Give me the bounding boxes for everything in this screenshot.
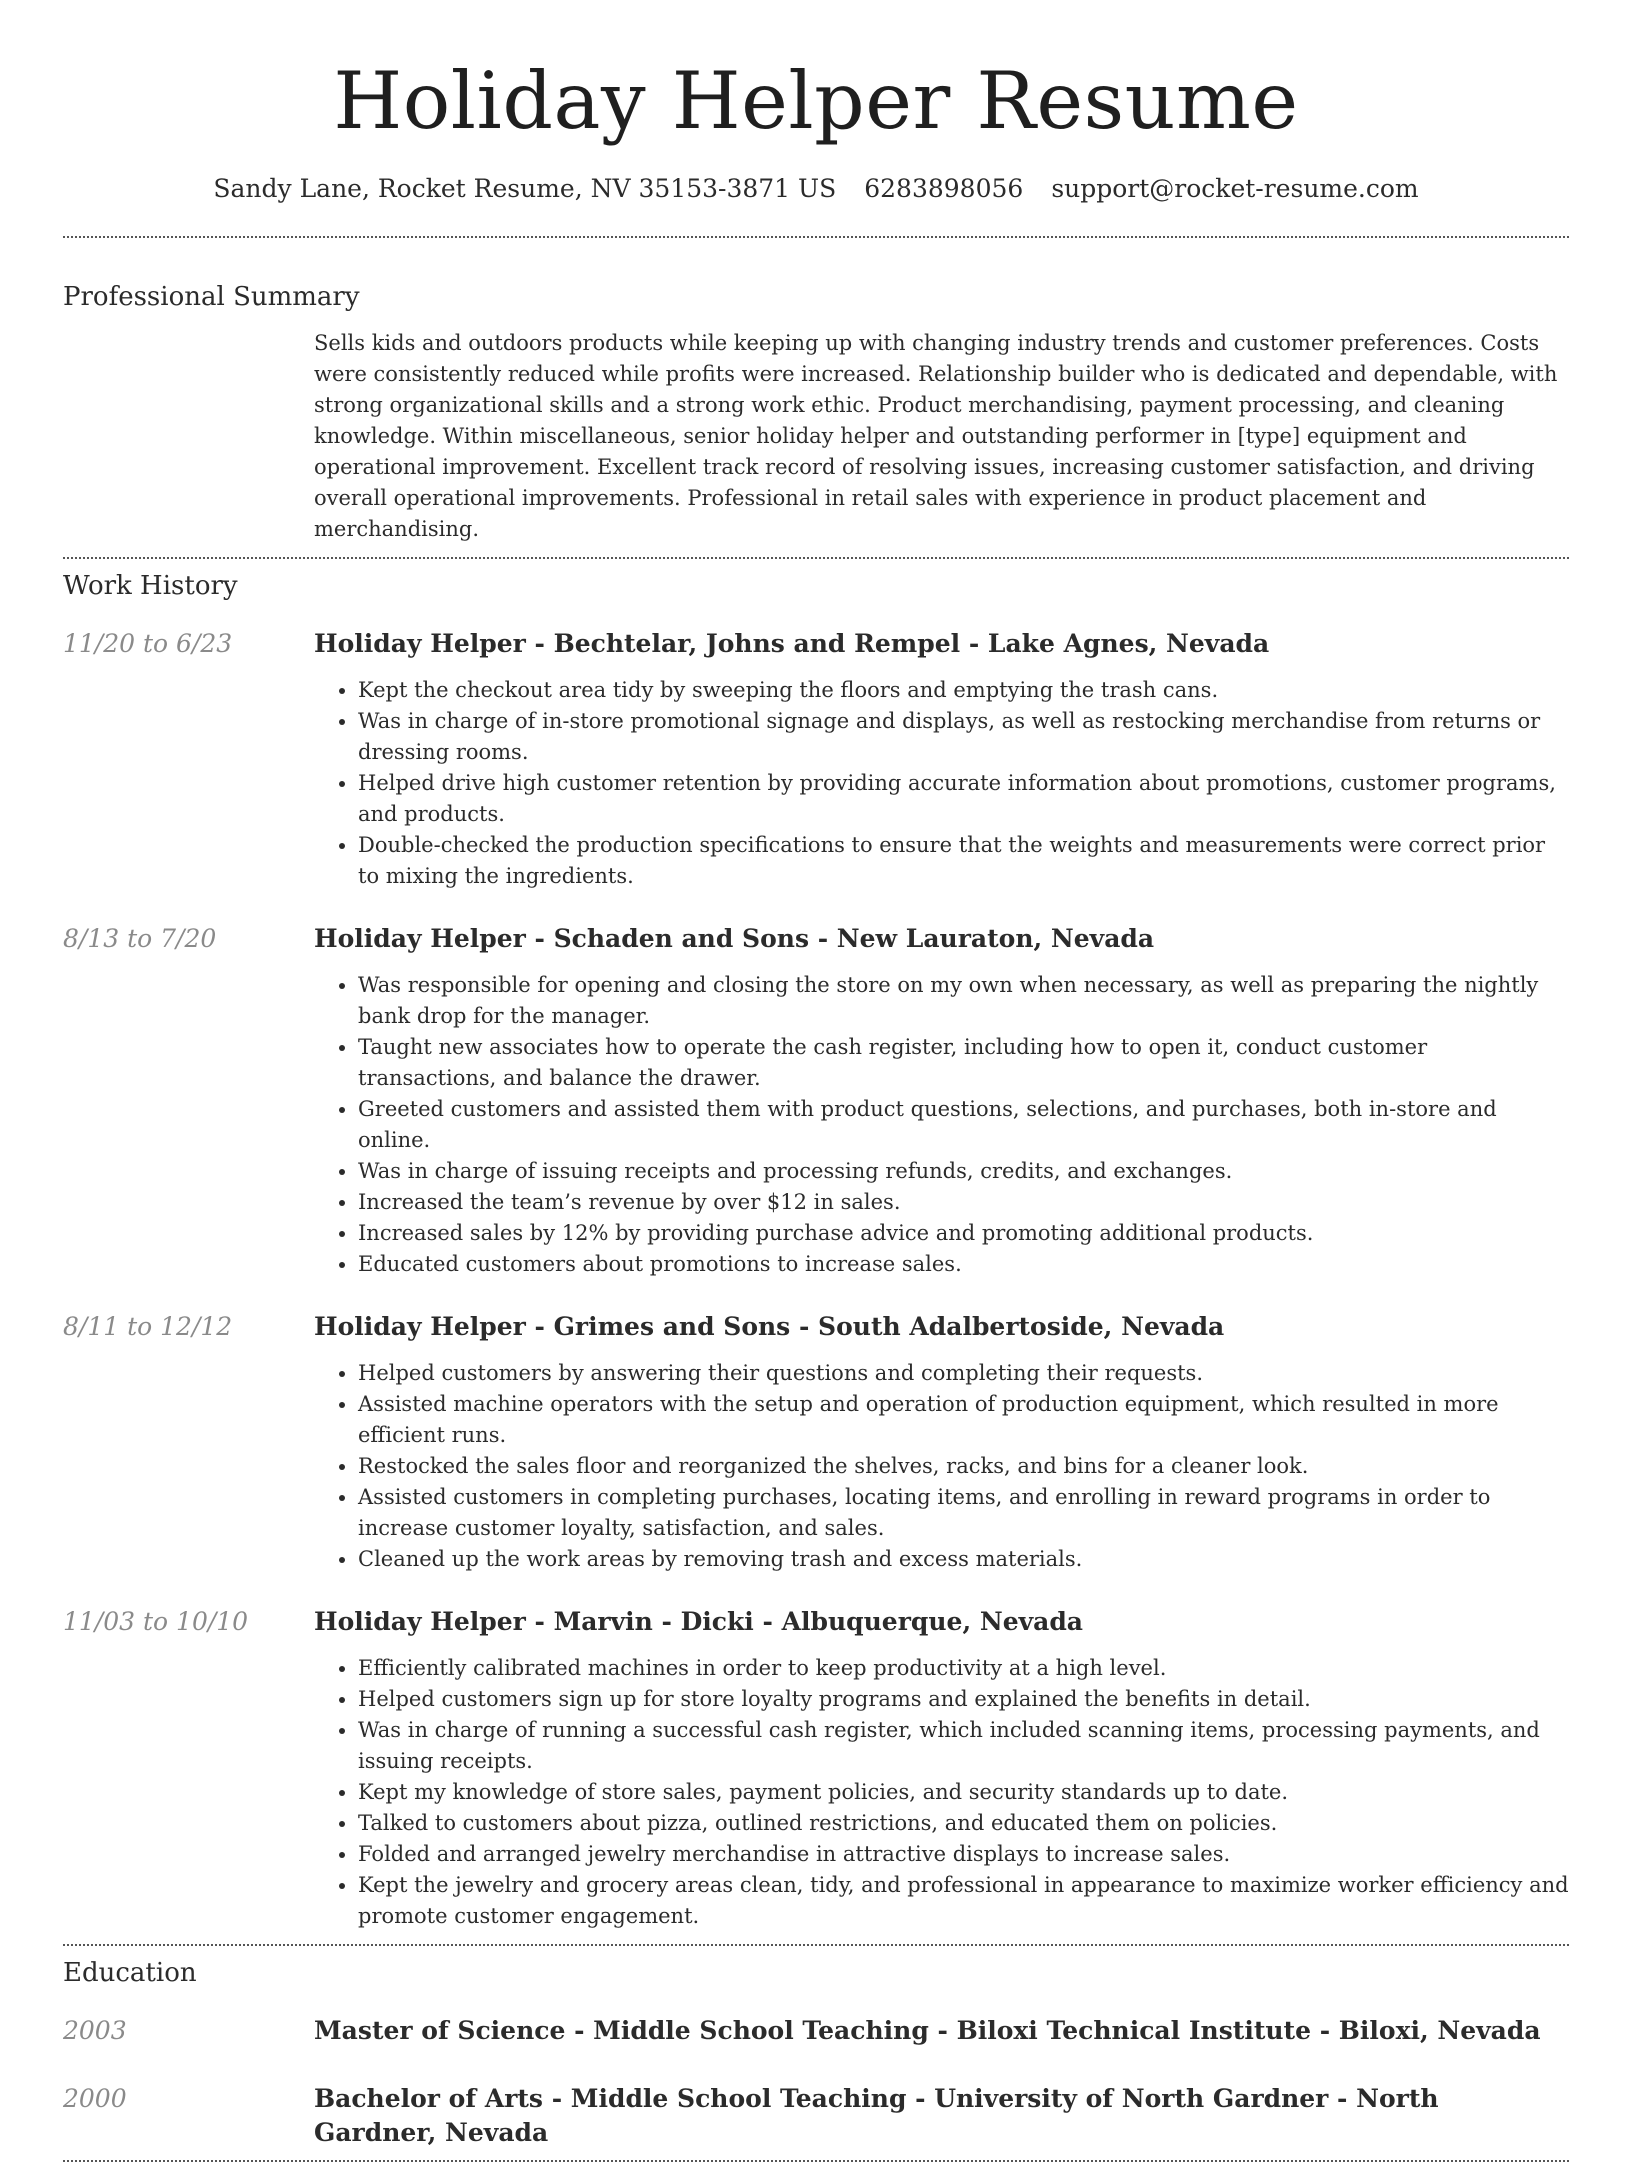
- summary-text: Sells kids and outdoors products while keeping up with changing industry trends and customer preferences. Costs were consistently reduced while profits were increased. Relationship builder who is dedicated and dependable, with strong organizational skills and a strong work ethic. Product merchandising, payment processing, and cleaning knowledge. Within miscellaneous, senior holiday helper and outstanding performer in [type] equipment and operational improvement. Excellent track record of resolving issues, increasing customer satisfaction, and driving overall operational improvements. Professional in retail sales with experience in product placement and merchandising.: [314, 331, 1558, 541]
- bullet-item: • Helped drive high customer retention by providing accurate information about promotions, customer programs, and products.: [358, 768, 1569, 830]
- bullet-item: • Was in charge of issuing receipts and processing refunds, credits, and exchanges.: [358, 1156, 1569, 1187]
- education-entry: [63, 2082, 1569, 2150]
- job-entry: [63, 1605, 1569, 1932]
- job-dates: 11/03 to 10/10: [63, 1607, 249, 1636]
- divider: [63, 236, 1569, 238]
- job-bullets: [314, 970, 1569, 1280]
- bullet-item: • Greeted customers and assisted them with product questions, selections, and purchases, both in-store and online.: [358, 1094, 1569, 1156]
- bullet-item: • Double-checked the production specifications to ensure that the weights and measurements were correct prior to mixing the ingredients.: [358, 830, 1569, 892]
- job-title: Holiday Helper - Marvin - Dicki - Albuquerque, Nevada: [314, 1607, 1084, 1636]
- bullet-item: • Cleaned up the work areas by removing trash and excess materials.: [358, 1544, 1569, 1575]
- bullet-item: • Increased sales by 12% by providing purchase advice and promoting additional products.: [358, 1218, 1569, 1249]
- education-section: [63, 1956, 1569, 2150]
- divider: [63, 557, 1569, 559]
- bullet-item: • Educated customers about promotions to increase sales.: [358, 1249, 1569, 1280]
- bullet-item: • Kept my knowledge of store sales, payment policies, and security standards up to date.: [358, 1777, 1569, 1808]
- bullet-item: • Taught new associates how to operate the cash register, including how to open it, conduct customer transactions, and balance the drawer.: [358, 1032, 1569, 1094]
- resume-title: Holiday Helper Resume: [333, 55, 1299, 147]
- bullet-item: • Folded and arranged jewelry merchandise in attractive displays to increase sales.: [358, 1839, 1569, 1870]
- job-entry: [63, 1310, 1569, 1575]
- contact-email[interactable]: support@rocket-resume.com: [1051, 174, 1419, 203]
- bullet-item: • Helped customers sign up for store loyalty programs and explained the benefits in detail.: [358, 1684, 1569, 1715]
- contact-phone: 6283898056: [864, 174, 1024, 203]
- bullet-item: • Was in charge of in-store promotional signage and displays, as well as restocking merchandise from returns or dressing rooms.: [358, 706, 1569, 768]
- job-entry: [63, 627, 1569, 892]
- bullet-item: • Assisted customers in completing purchases, locating items, and enrolling in reward programs in order to increase customer loyalty, satisfaction, and sales.: [358, 1482, 1569, 1544]
- job-title: Holiday Helper - Bechtelar, Johns and Rempel - Lake Agnes, Nevada: [314, 629, 1270, 658]
- job-title: Holiday Helper - Schaden and Sons - New Lauraton, Nevada: [314, 924, 1155, 953]
- bullet-item: • Efficiently calibrated machines in order to keep productivity at a high level.: [358, 1653, 1569, 1684]
- divider: [63, 1944, 1569, 1946]
- education-title: Bachelor of Arts - Middle School Teaching - University of North Gardner - North Gardner, Nevada: [314, 2084, 1439, 2147]
- education-title: Master of Science - Middle School Teaching - Biloxi Technical Institute - Biloxi, Nevada: [314, 2016, 1541, 2045]
- work-section: [63, 569, 1569, 1932]
- job-bullets: [314, 1358, 1569, 1575]
- contact-address: Sandy Lane, Rocket Resume, NV 35153-3871 US: [213, 174, 837, 203]
- bullet-item: • Talked to customers about pizza, outlined restrictions, and educated them on policies.: [358, 1808, 1569, 1839]
- bullet-item: • Was responsible for opening and closing the store on my own when necessary, as well as preparing the nightly bank drop for the manager.: [358, 970, 1569, 1032]
- bullet-item: • Increased the team’s revenue by over $12 in sales.: [358, 1187, 1569, 1218]
- bullet-item: • Helped customers by answering their questions and completing their requests.: [358, 1358, 1569, 1389]
- education-heading: Education: [63, 1958, 197, 1988]
- bullet-item: • Was in charge of running a successful cash register, which included scanning items, processing payments, and issuing receipts.: [358, 1715, 1569, 1777]
- job-dates: 11/20 to 6/23: [63, 629, 233, 658]
- bullet-item: • Assisted machine operators with the setup and operation of production equipment, which resulted in more efficient runs.: [358, 1389, 1569, 1451]
- job-dates: 8/11 to 12/12: [63, 1312, 233, 1341]
- job-entry: [63, 922, 1569, 1280]
- work-heading: Work History: [63, 571, 238, 601]
- education-year: 2000: [63, 2084, 127, 2113]
- summary-section: [63, 280, 1569, 545]
- job-dates: 8/13 to 7/20: [63, 924, 217, 953]
- education-year: 2003: [63, 2016, 127, 2045]
- job-bullets: [314, 675, 1569, 892]
- job-title: Holiday Helper - Grimes and Sons - South Adalbertoside, Nevada: [314, 1312, 1225, 1341]
- bullet-item: • Kept the checkout area tidy by sweeping the floors and emptying the trash cans.: [358, 675, 1569, 706]
- job-bullets: [314, 1653, 1569, 1932]
- bullet-item: • Kept the jewelry and grocery areas clean, tidy, and professional in appearance to maximize worker efficiency and promote customer engagement.: [358, 1870, 1569, 1932]
- bullet-item: • Restocked the sales floor and reorganized the shelves, racks, and bins for a cleaner look.: [358, 1451, 1569, 1482]
- education-entry: [63, 2014, 1569, 2048]
- contact-line: [63, 172, 1569, 206]
- summary-heading: Professional Summary: [63, 282, 360, 312]
